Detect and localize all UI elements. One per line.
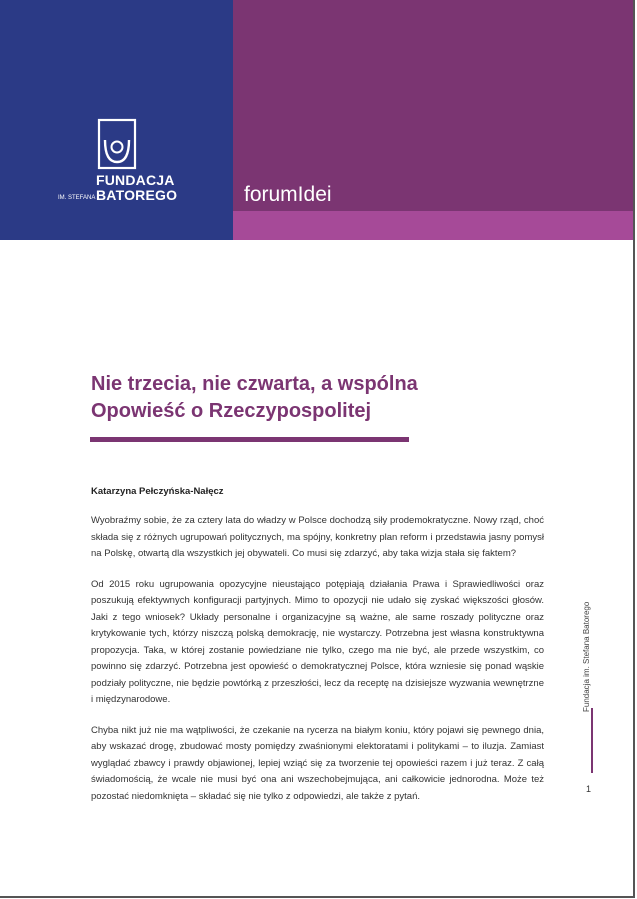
- side-running-label: Fundacja im. Stefana Batorego: [582, 601, 591, 712]
- logo-text-fundacja: FUNDACJA: [96, 172, 175, 188]
- paragraph: Od 2015 roku ugrupowania opozycyjne nieustająco potępiają działania Prawa i Sprawiedliwości oraz poszukują efektywnych konfiguracji partyjnych. Mimo to opozycji nie udało się zyskać większości głosów. Jaki z tego wniosek? Układy personalne i organizacyjne są ważne, ale same roszady polityczne oraz krytykowanie tych, którzy niszczą polską demokrację, nie wystarczy. Potrzebna jest własna konstruktywna propozycja. Taka, w której zostanie powiedziane nie tylko, czego ma nie być, ale przede wszystkim, co powinno się zdarzyć. Potrzebna jest opowieść o demokratycznej Polsce, która wzniesie się ponad wąskie podziały polityczne, nie będzie powtórką z przeszłości, lecz da receptę na dzisiejsze wyzwania wewnętrzne i międzynarodowe.: [91, 578, 544, 705]
- side-accent-bar: [591, 708, 593, 773]
- logo-text-batorego: BATOREGO: [96, 187, 178, 203]
- logo-text-im-stefana: IM. STEFANA: [58, 195, 96, 201]
- title-underline: [90, 437, 409, 442]
- series-title: forumIdei: [244, 183, 332, 206]
- article-body: [91, 513, 544, 819]
- paragraph: Wyobraźmy sobie, że za cztery lata do władzy w Polsce dochodzą siły prodemokratyczne. Nowy rząd, choć składa się z różnych ugrupowań politycznych, ma spójny, konkretny plan reform i przedstawia jasny pomysł na Polskę, otwartą dla wszystkich jej obywateli. Co musi się zdarzyć, aby taka wizja stała się faktem?: [91, 515, 544, 559]
- title-line-1: Nie trzecia, nie czwarta, a wspólna: [91, 373, 418, 395]
- foundation-logo-icon: [97, 118, 137, 170]
- page-number: 1: [586, 784, 592, 794]
- paragraph: Chyba nikt już nie ma wątpliwości, że czekanie na rycerza na białym koniu, który pojawi się pewnego dnia, aby wskazać drogę, zbudować mosty pomiędzy zwaśnionymi elektoratami i politykami – to iluzja. Zamiast wyglądać zbawcy i prawdy objawionej, lepiej wziąć się za tworzenie tej opowieści razem i już teraz. Z całą świadomością, że wcale nie musi być ona ani wszechobejmująca, ani całkowicie jednorodna. Może też pozostać niedomknięta – składać się nie tylko z odpowiedzi, ale także z pytań.: [91, 724, 544, 802]
- header-light-strip: [233, 211, 633, 240]
- title-line-2: Opowieść o Rzeczypospolitej: [91, 400, 372, 422]
- author-name: Katarzyna Pełczyńska-Nałęcz: [91, 486, 224, 497]
- article-title: [91, 371, 511, 425]
